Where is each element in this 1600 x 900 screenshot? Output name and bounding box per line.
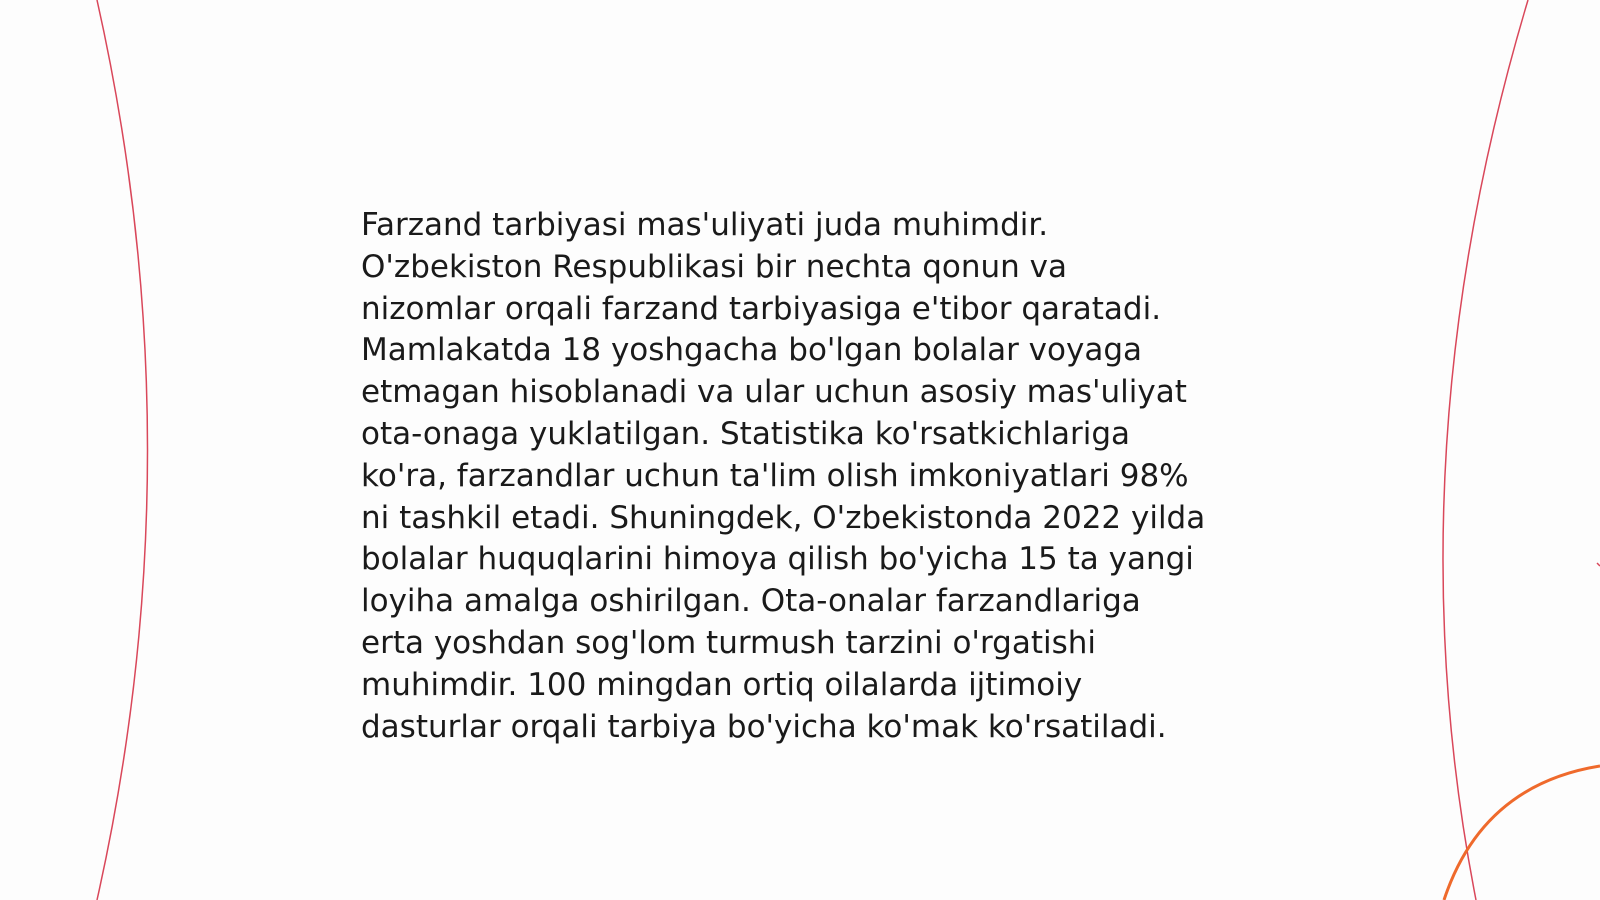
text-line: Farzand tarbiyasi mas'uliyati juda muhimdir. (361, 207, 1049, 243)
body-paragraph (361, 205, 1241, 748)
text-line: Mamlakatda 18 yoshgacha bo'lgan bolalar voyaga (361, 332, 1143, 369)
right-curve-line (1443, 0, 1528, 900)
text-line: ko'ra, farzandlar uchun ta'lim olish imkoniyatlari 98% (361, 457, 1189, 494)
accent-arc (1444, 766, 1600, 900)
text-line: etmagan hisoblanadi va ular uchun asosiy mas'uliyat (361, 374, 1187, 411)
text-line: erta yoshdan sog'lom turmush tarzini o'rgatishi (361, 624, 1096, 661)
text-line: loyiha amalga oshirilgan. Ota-onalar farzandlariga (361, 583, 1141, 620)
left-curve-line (97, 0, 148, 900)
text-line: O'zbekiston Respublikasi bir nechta qonun va (361, 248, 1067, 285)
text-line: muhimdir. 100 mingdan ortiq oilalarda ijtimoiy (361, 666, 1083, 703)
text-line: nizomlar orqali farzand tarbiyasiga e'tibor qaratadi. (361, 290, 1162, 327)
text-line: ota-onaga yuklatilgan. Statistika ko'rsatkichlariga (361, 415, 1131, 452)
text-line: bolalar huquqlarini himoya qilish bo'yicha 15 ta yangi (361, 541, 1194, 578)
text-line: ni tashkil etadi. Shuningdek, O'zbekistonda 2022 yilda (361, 499, 1206, 536)
text-line: dasturlar orqali tarbiya bo'yicha ko'mak ko'rsatiladi. (361, 708, 1167, 745)
